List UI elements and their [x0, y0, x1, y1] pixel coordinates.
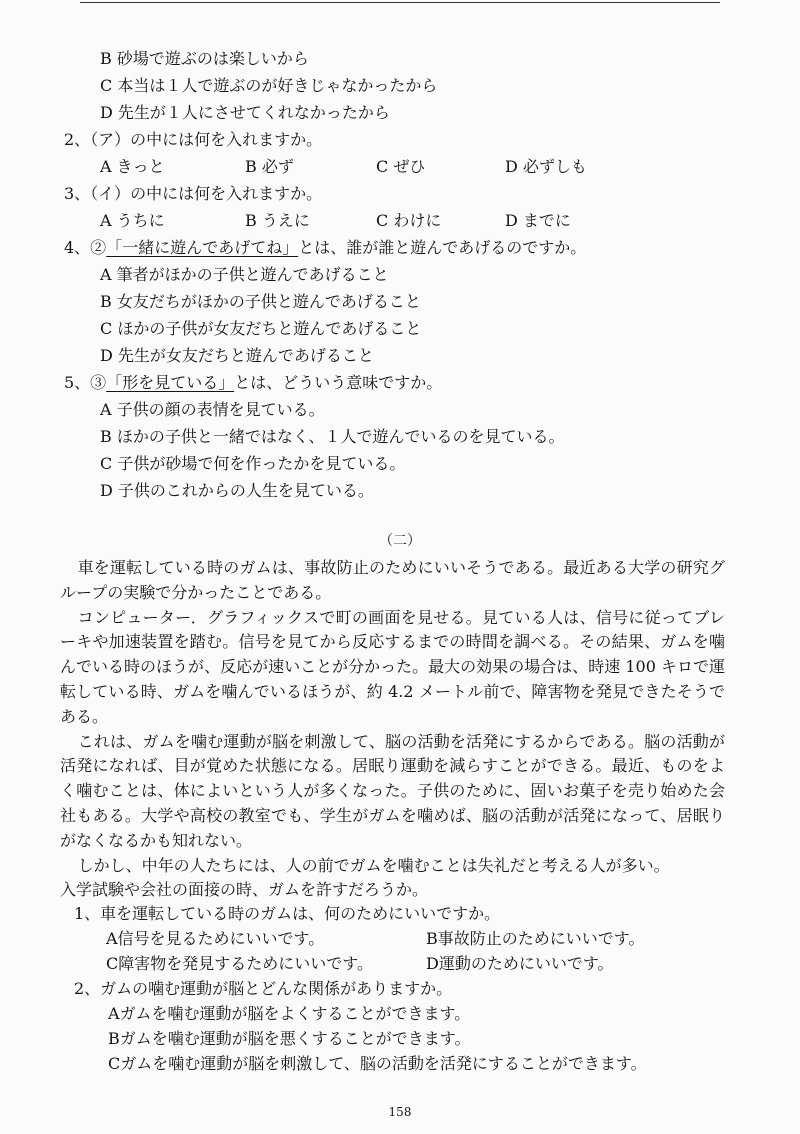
q4-option-d: D 先生が女友だちと遊んであげること — [100, 346, 374, 365]
q2-choice-a: A きっと — [100, 157, 165, 176]
q5-prefix: 5、③ — [64, 373, 107, 392]
q5-option-a: A 子供の顔の表情を見ている。 — [100, 400, 325, 419]
q3-choice-c: C わけに — [376, 211, 442, 230]
q4-prefix: 4、② — [64, 238, 107, 257]
p2-q2-option-b: Bガムを噛む運動が脳を悪くすることができます。 — [108, 1029, 471, 1048]
q5-quote: 「形を見ている」 — [106, 373, 235, 392]
passage-paragraph-1: 車を運転している時のガムは、事故防止のためにいいそうである。最近ある大学の研究グループの実験で分かったことである。 — [60, 558, 725, 602]
passage-paragraph-3: これは、ガムを噛む運動が脳を刺激して、脳の活動を活発にするからである。脳の活動が活発になれば、目が覚めた状態になる。居眠り運動を減らすことができる。最近、ものをよく噛むことは、体によいという人が多くなった。子供のために、固いお菓子を売り始めた会社もある。大学や高校の教室でも、学生がガムを噛めば、脳の活動が活発になって、居眠りがなくなるかも知れない。 — [60, 731, 725, 850]
q3-choice-d: D までに — [505, 211, 571, 230]
q3-choice-a: A うちに — [100, 211, 165, 230]
q3-choice-b: B うえに — [245, 211, 310, 230]
question-3: 3、（イ）の中には何を入れますか。 — [64, 184, 323, 203]
q4-suffix: とは、誰が誰と遊んであげるのですか。 — [298, 238, 587, 257]
p2-q2-option-c: Cガムを噛む運動が脳を刺激して、脳の活動を活発にすることができます。 — [108, 1054, 647, 1073]
question-4 — [64, 238, 586, 258]
section-title: （二） — [379, 533, 421, 549]
q4-option-a: A 筆者がほかの子供と遊んであげること — [100, 265, 389, 284]
question-2: 2、（ア）の中には何を入れますか。 — [64, 130, 323, 149]
p2-q1-choice-a: A信号を見るためにいいです。 — [106, 929, 325, 948]
passage-paragraph-4: しかし、中年の人たちには、人の前でガムを噛むことは失礼だと考える人が多い。 — [77, 855, 670, 875]
q1-option-d: D 先生が１人にさせてくれなかったから — [100, 103, 390, 122]
q5-suffix: とは、どういう意味ですか。 — [234, 373, 443, 392]
p2-q1-choice-b: B事故防止のためにいいです。 — [426, 929, 645, 948]
q4-option-c: C ほかの子供が女友だちと遊んであげること — [100, 319, 422, 338]
page-number: 158 — [388, 1105, 412, 1119]
p2-q1-choice-c: C障害物を発見するためにいいです。 — [106, 954, 373, 973]
q5-option-d: D 子供のこれからの人生を見ている。 — [100, 481, 374, 500]
q1-option-b: B 砂場で遊ぶのは楽しいから — [100, 49, 309, 68]
q2-choice-c: C ぜひ — [376, 157, 426, 176]
question-5 — [64, 373, 442, 393]
q1-option-c: C 本当は１人で遊ぶのが好きじゃなかったから — [100, 76, 438, 95]
passage-paragraph-5: 入学試験や会社の面接の時、ガムを許すだろうか。 — [60, 880, 429, 900]
p2-question-2: 2、ガムの噛む運動が脳とどんな関係がありますか。 — [74, 979, 453, 998]
passage-paragraph-2: コンピューター．グラフィックスで町の画面を見せる。見ている人は、信号に従ってブレーキや加速装置を踏む。信号を見てから反応するまでの時間を調べる。その結果、ガムを噛んでいる時のほうが、反応が速いことが分かった。最大の効果の場合は、時速 100 キロで運転している時、ガムを噛んでいるほうが、約 4.2 メートル前で、障害物を発見できたそうである。 — [60, 607, 725, 726]
q5-option-c: C 子供が砂場で何を作ったかを見ている。 — [100, 454, 406, 473]
q5-option-b: B ほかの子供と一緒ではなく、１人で遊んでいるのを見ている。 — [100, 427, 565, 446]
p2-q1-choice-d: D運動のためにいいです。 — [426, 954, 614, 973]
q2-choice-b: B 必ず — [245, 157, 294, 176]
q2-choice-d: D 必ずしも — [505, 157, 587, 176]
reading-passage — [60, 556, 725, 903]
p2-q2-option-a: Aガムを噛む運動が脳をよくすることができます。 — [108, 1004, 471, 1023]
p2-question-1: 1、車を運転している時のガムは、何のためにいいですか。 — [74, 904, 501, 923]
q4-quote: 「一緒に遊んであげてね」 — [106, 238, 299, 257]
q4-option-b: B 女友だちがほかの子供と遊んであげること — [100, 292, 421, 311]
